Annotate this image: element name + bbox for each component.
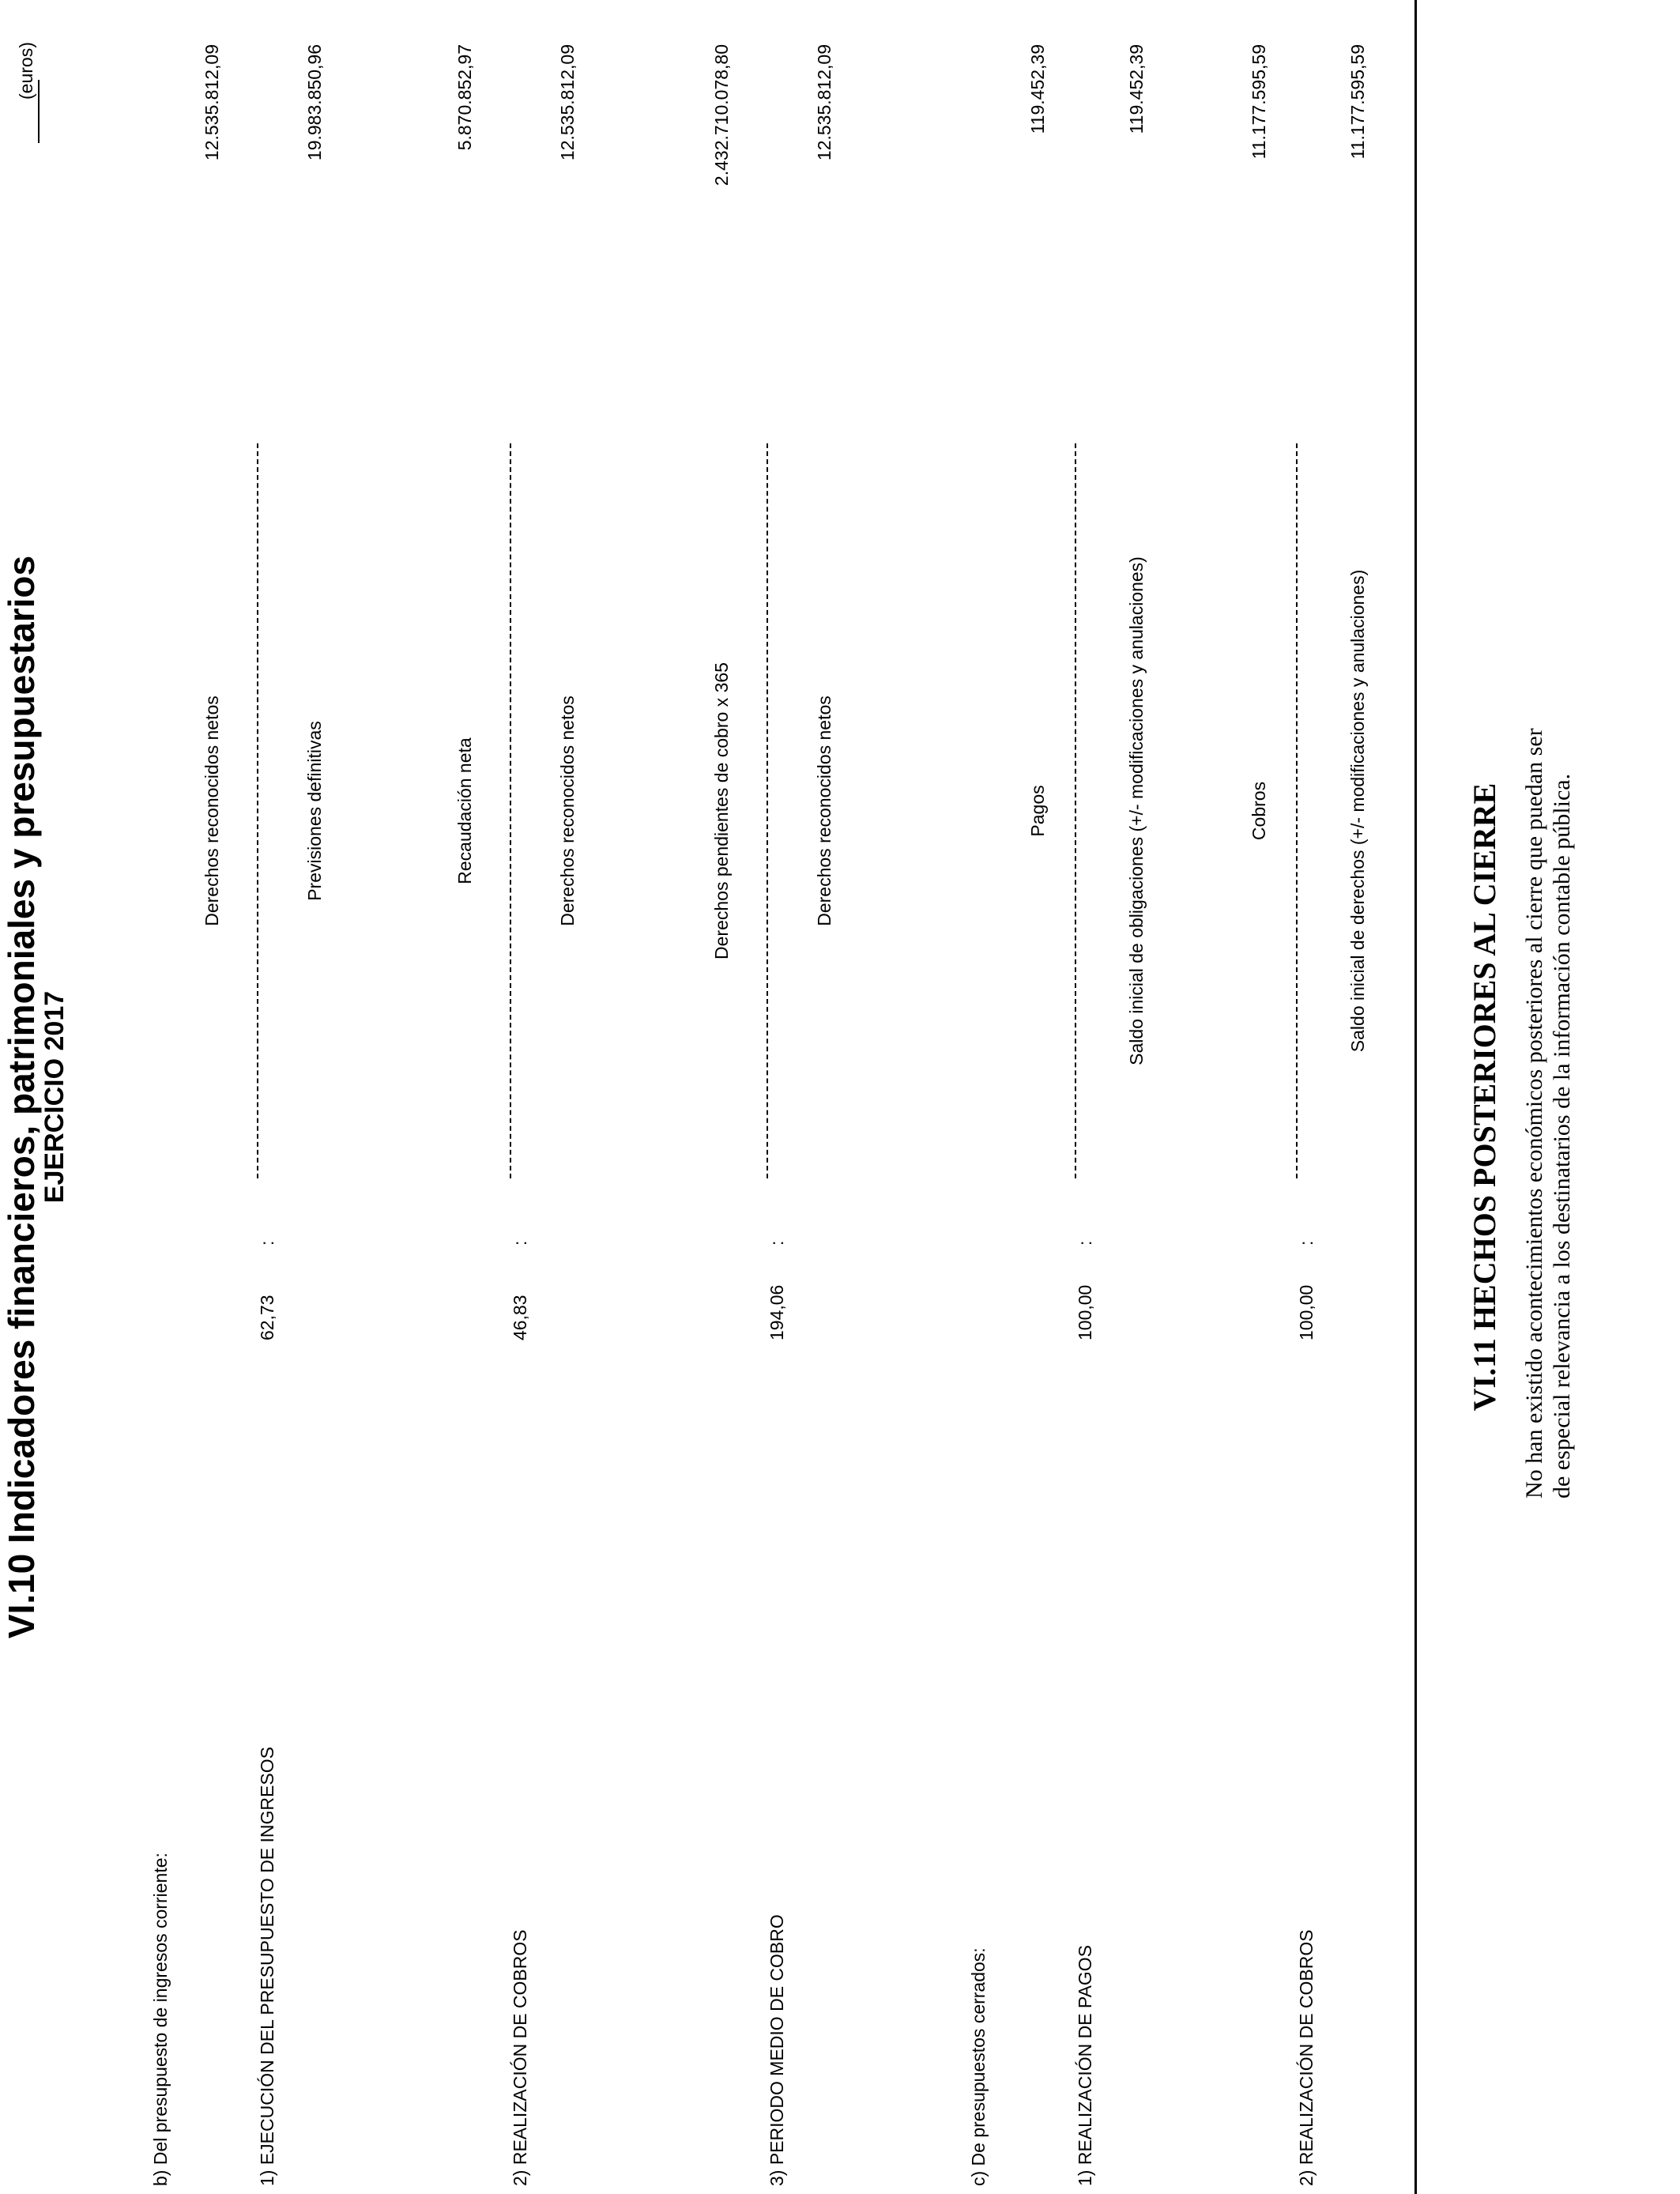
denominator-amount: 12.535.812,09 — [557, 44, 578, 161]
denominator-label: Previsiones definitivas — [304, 721, 325, 901]
numerator-amount: 5.870.852,97 — [454, 44, 475, 151]
fraction-line — [257, 443, 258, 1178]
denominator-amount: 11.177.595,59 — [1347, 44, 1368, 160]
fraction-line — [510, 443, 511, 1178]
denominator-label: Derechos reconocidos netos — [557, 696, 578, 926]
indicator-value: 100,00 — [1296, 1284, 1317, 1340]
numerator-label: Derechos pendientes de cobro x 365 — [711, 662, 732, 959]
numerator-amount: 11.177.595,59 — [1249, 44, 1269, 160]
denominator-label: Saldo inicial de derechos (+/- modificaciones y anulaciones) — [1347, 569, 1368, 1053]
indicator-label: 2) REALIZACIÓN DE COBROS — [510, 1929, 530, 2186]
indicator-colon: : — [257, 1240, 277, 1246]
denominator-label: Derechos reconocidos netos — [814, 696, 834, 926]
page-subtitle: EJERCICIO 2017 — [40, 990, 70, 1204]
page-title: VI.10 Indicadores financieros, patrimoniales y presupuestarios — [1, 555, 42, 1639]
indicator-value: 46,83 — [510, 1295, 530, 1340]
numerator-label: Cobros — [1249, 781, 1269, 841]
indicator-value: 100,00 — [1075, 1284, 1095, 1340]
indicator-label: 1) REALIZACIÓN DE PAGOS — [1075, 1944, 1095, 2186]
unit-label: (euros) — [16, 42, 36, 100]
indicator-label: 3) PERIODO MEDIO DE COBRO — [767, 1914, 787, 2186]
denominator-amount: 19.983.850,96 — [304, 44, 325, 161]
indicator-value: 62,73 — [257, 1295, 277, 1340]
indicator-colon: : — [510, 1240, 530, 1246]
indicator-colon: : — [767, 1240, 787, 1246]
section-divider — [1414, 0, 1417, 2194]
numerator-label: Derechos reconocidos netos — [202, 696, 222, 926]
numerator-label: Recaudación neta — [454, 737, 475, 884]
numerator-amount: 12.535.812,09 — [202, 44, 222, 161]
numerator-amount: 2.432.710.078,80 — [711, 44, 732, 187]
denominator-amount: 119.452,39 — [1126, 44, 1147, 134]
section-c-heading: c) De presupuestos cerrados: — [968, 1947, 989, 2186]
numerator-amount: 119.452,39 — [1027, 44, 1048, 134]
section-11-heading: VI.11 HECHOS POSTERIORES AL CIERRE — [1467, 782, 1502, 1412]
indicator-value: 194,06 — [767, 1284, 787, 1340]
numerator-label: Pagos — [1027, 785, 1048, 837]
section-11-line-1: No han existido acontecimientos económicos posteriores al cierre que puedan ser — [1521, 728, 1547, 1498]
top-rule — [38, 80, 40, 143]
indicator-colon: : — [1296, 1240, 1317, 1246]
denominator-label: Saldo inicial de obligaciones (+/- modificaciones y anulaciones) — [1126, 556, 1147, 1065]
indicator-label: 2) REALIZACIÓN DE COBROS — [1296, 1929, 1317, 2186]
fraction-line — [1296, 443, 1298, 1178]
denominator-amount: 12.535.812,09 — [814, 44, 834, 161]
indicator-colon: : — [1075, 1240, 1095, 1246]
section-b-heading: b) Del presupuesto de ingresos corriente: — [150, 1853, 171, 2186]
section-11-line-2: de especial relevancia a los destinatarios de la información contable pública. — [1549, 773, 1575, 1498]
fraction-line — [767, 443, 768, 1178]
fraction-line — [1075, 443, 1076, 1178]
indicator-label: 1) EJECUCIÓN DEL PRESUPUESTO DE INGRESOS — [257, 1747, 277, 2186]
